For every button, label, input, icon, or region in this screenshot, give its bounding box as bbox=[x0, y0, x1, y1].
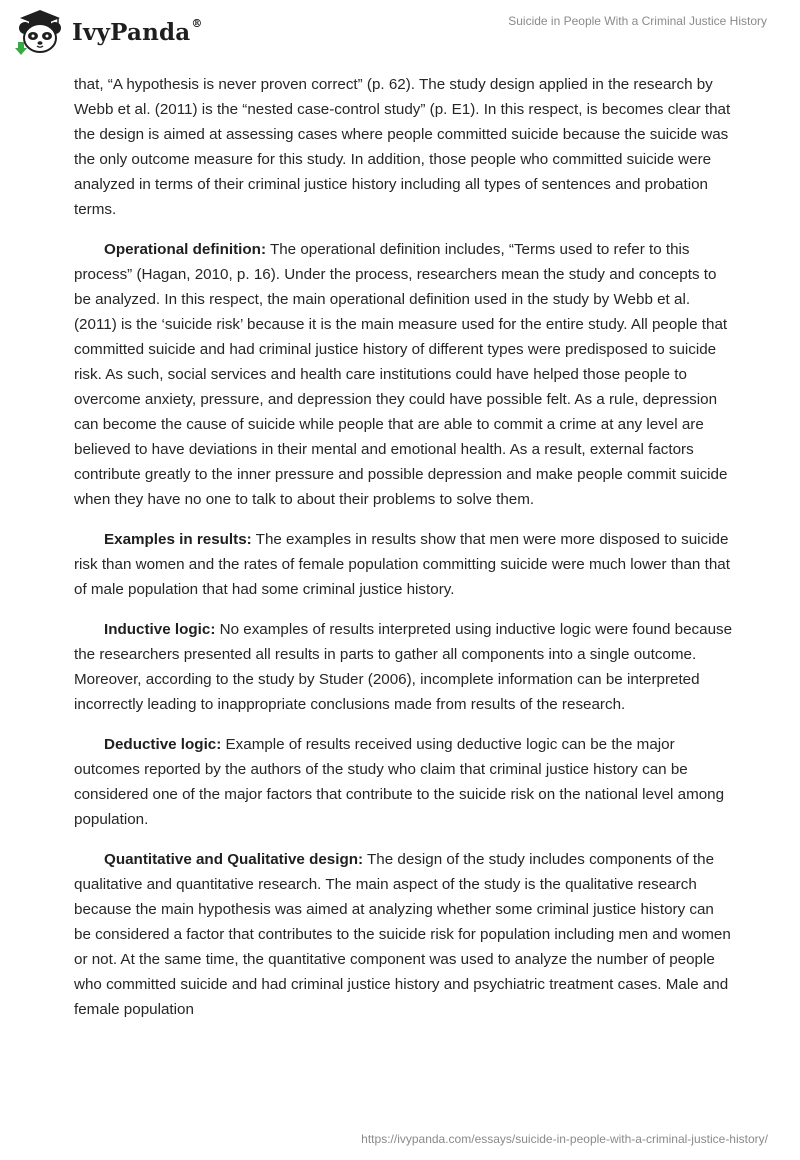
page-header bbox=[0, 0, 800, 64]
paragraph-hypothesis bbox=[74, 72, 734, 222]
paragraph-deductive-logic bbox=[74, 732, 734, 832]
paragraph-text: The operational definition includes, “Terms used to refer to this process” (Hagan, 2010, p. 16). Under the process, researchers mean the study and concepts to be analyzed. In this respect, the main operational definition used in the study by Webb et al. (2011) is the ‘suicide risk’ because it is the main measure used for the entire study. All people that committed suicide and had criminal justice history of different types were predisposed to suicide risk. As such, social services and health care institutions could have helped those people to overcome anxiety, pressure, and depression they could have possible felt. As a rule, depression can become the cause of suicide while people that are able to commit a crime at any level are believed to have deviations in their mental and emotional health. As a result, external factors contribute greatly to the inner pressure and possible depression and make people commit suicide when they have no one to talk to about their problems to solve them. bbox=[74, 241, 728, 508]
paragraph-text: No examples of results interpreted using inductive logic were found because the researchers presented all results in parts to gather all components into a single outcome. Moreover, according to the study by Studer (2006), incomplete information can be interpreted incorrectly leading to inappropriate conclusions made from results of the research. bbox=[74, 621, 733, 713]
source-url-link[interactable]: https://ivypanda.com/essays/suicide-in-people-with-a-criminal-justice-history/ bbox=[361, 1132, 768, 1146]
essay-body bbox=[74, 72, 734, 1037]
paragraph-heading: Quantitative and Qualitative design: bbox=[104, 851, 364, 868]
paragraph-heading: Examples in results: bbox=[104, 531, 252, 548]
paragraph-text: The examples in results show that men were more disposed to suicide risk than women and the rates of female population committing suicide were much lower than that of male population that had some criminal justice history. bbox=[74, 531, 730, 598]
paragraph-examples-in-results bbox=[74, 527, 734, 602]
brand-logo[interactable] bbox=[14, 8, 203, 56]
panda-logo-icon bbox=[14, 8, 66, 56]
paragraph-heading: Inductive logic: bbox=[104, 621, 216, 638]
paragraph-operational-definition bbox=[74, 237, 734, 512]
paragraph-heading: Operational definition: bbox=[104, 241, 266, 258]
paragraph-text: The design of the study includes components of the qualitative and quantitative research. The main aspect of the study is the qualitative research because the main hypothesis was aimed at analyzing whether some criminal justice history can be considered a factor that contributes to the suicide risk for population including men and women or not. At the same time, the quantitative component was used to analyze the number of people who committed suicide and had criminal justice history and psychiatric treatment cases. Male and female population bbox=[74, 851, 731, 1018]
paragraph-heading: Deductive logic: bbox=[104, 736, 222, 753]
paragraph-inductive-logic bbox=[74, 617, 734, 717]
brand-name: IvyPanda® bbox=[72, 16, 203, 46]
document-title: Suicide in People With a Criminal Justice History bbox=[508, 14, 767, 28]
paragraph-quantitative-qualitative-design bbox=[74, 847, 734, 1022]
paragraph-text: Example of results received using deductive logic can be the major outcomes reported by the authors of the study who claim that criminal justice history can be considered one of the major factors that contribute to the suicide risk on the national level among population. bbox=[74, 736, 725, 828]
paragraph-text: that, “A hypothesis is never proven correct” (p. 62). The study design applied in the research by Webb et al. (2011) is the “nested case-control study” (p. E1). In this respect, is becomes clear that the design is aimed at assessing cases where people committed suicide because the suicide was the only outcome measure for this study. In addition, those people who committed suicide were analyzed in terms of their criminal justice history including all types of sentences and probation terms. bbox=[74, 76, 731, 218]
